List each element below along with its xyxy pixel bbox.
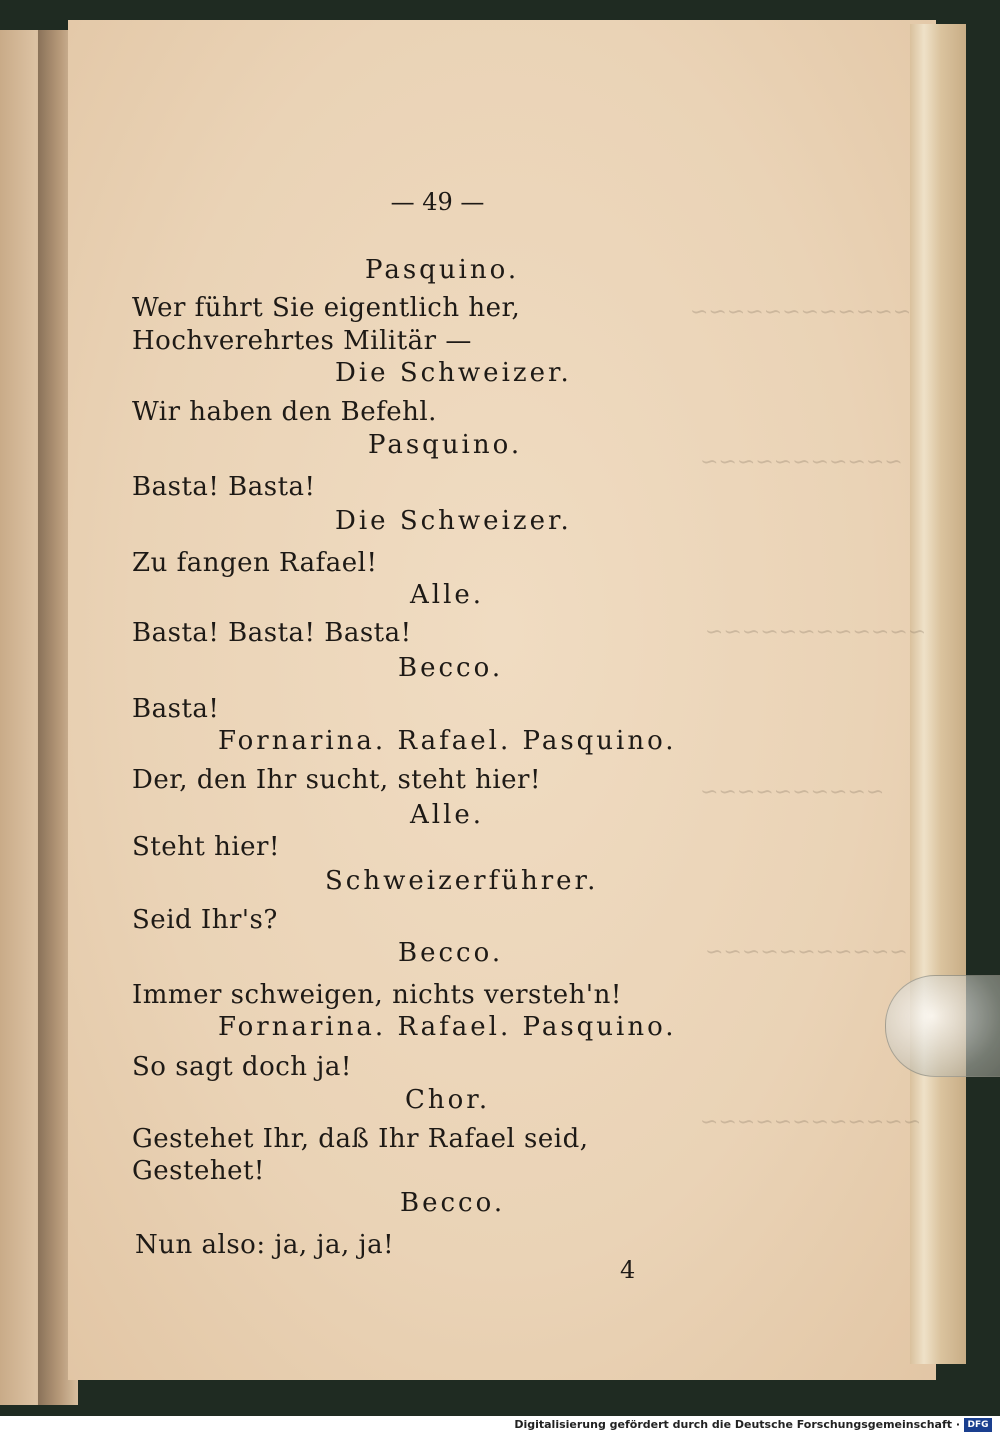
dfg-logo-icon: DFG — [964, 1418, 992, 1432]
verse-line: Der, den Ihr sucht, steht hier! — [132, 765, 541, 795]
verse-line: Wir haben den Befehl. — [132, 397, 437, 427]
speaker-label: Die Schweizer. — [335, 506, 572, 536]
speaker-label: Alle. — [410, 580, 485, 610]
verse-line: Basta! Basta! Basta! — [132, 618, 412, 648]
verse-line: Basta! Basta! — [132, 472, 316, 502]
speaker-label: Die Schweizer. — [335, 358, 572, 388]
verse-line: Steht hier! — [132, 832, 280, 862]
verse-line: Gestehet Ihr, daß Ihr Rafael seid, — [132, 1124, 589, 1154]
speaker-label: Becco. — [398, 653, 504, 683]
bleed-through: ~~~~~~~~~~~~ — [705, 620, 927, 645]
verse-line: Basta! — [132, 694, 220, 724]
signature-mark: 4 — [620, 1256, 636, 1284]
verse-line: Zu fangen Rafael! — [132, 548, 378, 578]
verse-line: Immer schweigen, nichts versteh'n! — [132, 980, 622, 1010]
speaker-label: Fornarina. Rafael. Pasquino. — [218, 726, 677, 756]
verse-line: Hochverehrtes Militär — — [132, 326, 472, 356]
speaker-label: Becco. — [398, 938, 504, 968]
bleed-through: ~~~~~~~~~~~~ — [690, 300, 912, 325]
footer-bar — [0, 1416, 1000, 1436]
page-number: — 49 — — [390, 188, 485, 216]
speaker-label: Schweizerführer. — [325, 866, 599, 896]
speaker-label: Fornarina. Rafael. Pasquino. — [218, 1012, 677, 1042]
speaker-label: Chor. — [405, 1085, 491, 1115]
verse-line: So sagt doch ja! — [132, 1052, 352, 1082]
verse-line: Seid Ihr's? — [132, 905, 278, 935]
funding-credit: Digitalisierung gefördert durch die Deutsche Forschungsgemeinschaft · — [514, 1418, 960, 1431]
speaker-label: Pasquino. — [368, 430, 523, 460]
speaker-label: Pasquino. — [365, 255, 520, 285]
page-clip — [885, 975, 1000, 1077]
bleed-through: ~~~~~~~~~~~ — [700, 450, 903, 475]
speaker-label: Alle. — [410, 800, 485, 830]
speaker-label: Becco. — [400, 1188, 506, 1218]
verse-line: Nun also: ja, ja, ja! — [135, 1230, 395, 1260]
bleed-through: ~~~~~~~~~~~~ — [700, 1110, 922, 1135]
page-stack-edge — [910, 24, 966, 1364]
bleed-through: ~~~~~~~~~~ — [700, 780, 885, 805]
verse-line: Gestehet! — [132, 1156, 265, 1186]
verse-line: Wer führt Sie eigentlich her, — [132, 293, 521, 323]
bleed-through: ~~~~~~~~~~~ — [705, 940, 908, 965]
